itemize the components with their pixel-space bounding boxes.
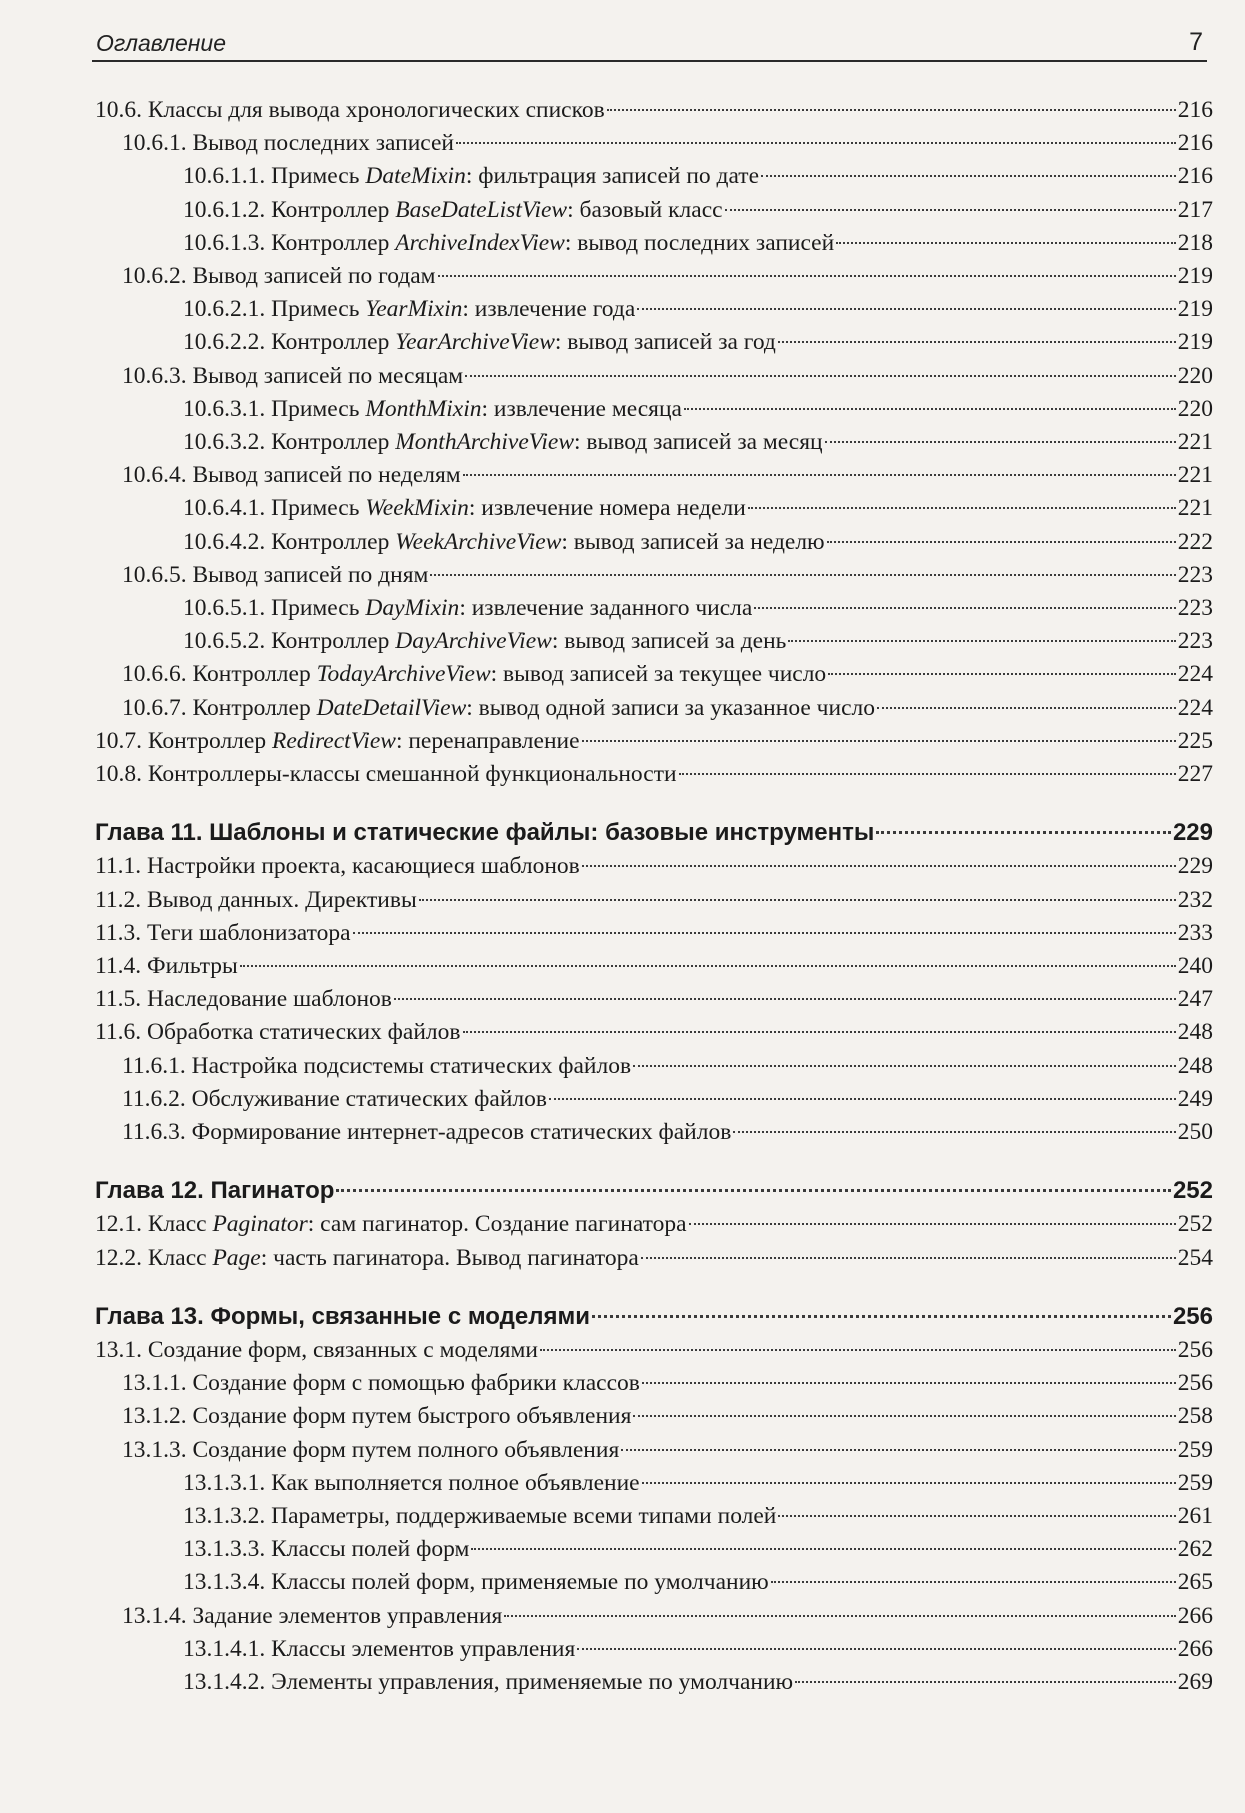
toc-entry-class-name: MonthMixin [365,396,482,422]
toc-chapter [95,1175,1213,1207]
toc-entry [122,127,1213,159]
toc-entry [122,559,1213,591]
toc-entry-title [122,1050,631,1082]
toc-entry-title [95,884,417,916]
toc-entry-text: 13.1.4. Задание элементов управления [122,1603,503,1629]
toc-entry [95,758,1213,790]
toc-page-number: 254 [1177,1245,1213,1271]
toc-entry-title [95,950,238,982]
toc-entry-class-name: YearArchiveView [395,329,555,355]
toc-entry-text-suffix: : вывод записей за день [551,628,787,654]
toc-entry-title [122,658,826,690]
running-title: Оглавление [96,30,226,56]
dot-leader [733,1131,1175,1133]
toc-page-number: 233 [1177,920,1213,946]
toc-entry-class-name: RedirectView [271,728,396,754]
toc-page-number: 265 [1177,1569,1213,1595]
toc-entry-title [122,1600,502,1632]
toc-entry [95,1016,1213,1048]
dot-leader [788,640,1175,642]
dot-leader [876,831,1171,834]
toc-page-number: 216 [1177,97,1213,123]
dot-leader [592,1315,1171,1318]
toc-entry-title [95,94,605,126]
toc-entry-title [183,227,834,259]
toc-entry-text-suffix: : базовый класс [567,197,723,223]
toc-entry-class-name: Paginator [212,1211,308,1237]
toc-entry-text: 13.1.3. Создание форм путем полного объявления [122,1437,620,1463]
toc-entry-text: 10.6.5.1. Примесь [183,595,366,621]
toc-page-number: 219 [1177,329,1213,355]
dot-leader [465,375,1176,377]
dot-leader [456,142,1176,144]
toc-entry-title [95,1334,538,1366]
toc-entry [183,194,1213,226]
toc-entry [183,1566,1213,1598]
toc-entry [95,725,1213,757]
toc-entry [95,850,1213,882]
toc-entry-title [122,459,461,491]
toc-page-number: 223 [1177,595,1213,621]
dot-leader [725,209,1176,211]
toc-entry [122,1400,1213,1432]
toc-page-number: 258 [1177,1403,1213,1429]
toc-entry-title [183,492,746,524]
toc-entry-class-name: WeekArchiveView [395,529,562,555]
toc-entry [183,592,1213,624]
toc-page-number: 229 [1172,819,1213,846]
toc-entry [95,884,1213,916]
page-number: 7 [1189,28,1203,56]
toc-entry [183,393,1213,425]
toc-entry-text: 10.6.5. Вывод записей по дням [122,562,429,588]
toc-entry-title [183,1566,769,1598]
toc-page-number: 225 [1177,728,1213,754]
toc-entry-title [183,160,759,192]
toc-entry-class-name: ArchiveIndexView [395,230,565,256]
toc-entry [183,326,1213,358]
dot-leader [642,1482,1176,1484]
toc-entry-title [183,592,752,624]
dot-leader [577,1648,1175,1650]
toc-entry [122,1367,1213,1399]
toc-entry-title [122,127,454,159]
toc-entry-text: 11.2. Вывод данных. Директивы [95,887,417,913]
toc-entry-text: 11.1. Настройки проекта, касающиеся шаблонов [95,853,580,879]
toc-entry-text: 11.6.1. Настройка подсистемы статических файлов [122,1053,632,1079]
toc-page-number: 259 [1177,1437,1213,1463]
toc-entry-title [95,1242,639,1274]
toc-entry-text: 10.6.2.1. Примесь [183,296,366,322]
toc-entry-class-name: DateMixin [365,163,466,189]
toc-entry-text: 11.4. Фильтры [95,953,238,979]
toc-page-number: 252 [1172,1177,1213,1204]
toc-page-number: 248 [1177,1053,1213,1079]
toc-page-number: 222 [1177,529,1213,555]
toc-page-number: 248 [1177,1019,1213,1045]
toc-entry-title [183,326,776,358]
toc-entry-text: 12.1. Класс [95,1211,213,1237]
toc-entry [95,983,1213,1015]
toc-page-number: 262 [1177,1536,1213,1562]
toc-entry-text: 10.6.3.1. Примесь [183,396,366,422]
toc-entry-title [183,1533,469,1565]
toc-entry [122,1050,1213,1082]
dot-leader [754,607,1175,609]
toc-entry-text: 10.6.1.1. Примесь [183,163,366,189]
toc-page-number: 232 [1177,887,1213,913]
toc-entry-text-suffix: : вывод записей за неделю [561,529,825,555]
toc-entry-text: 13.1.3.3. Классы полей форм [183,1536,470,1562]
toc-entry [183,1666,1213,1698]
toc-entry-title [95,850,580,882]
toc-entry-class-name: Page [212,1245,261,1271]
toc-chapter [95,817,1213,849]
toc-entry-text-suffix: : часть пагинатора. Вывод пагинатора [260,1245,639,1271]
toc-entry [122,260,1213,292]
toc-entry-title [183,1500,776,1532]
dot-leader [642,1382,1176,1384]
toc-entry-title [122,260,436,292]
toc-entry-text-suffix: : вывод записей за текущее число [490,661,827,687]
toc-page-number: 256 [1177,1337,1213,1363]
dot-leader [463,1031,1176,1033]
toc-page-number: 252 [1177,1211,1213,1237]
toc-page-number: 224 [1177,661,1213,687]
toc-entry-class-name: BaseDateListView [395,197,568,223]
toc-page-number: 256 [1172,1303,1213,1330]
toc-entry-text: 11.6.3. Формирование интернет-адресов статических файлов [122,1119,732,1145]
dot-leader [240,965,1176,967]
toc-entry-text-suffix: : извлечение номера недели [468,495,746,521]
toc-entry [122,1083,1213,1115]
toc-entry-text: Глава 11. Шаблоны и статические файлы: базовые инструменты [95,819,875,846]
toc-entry-text: 10.6.1.3. Контроллер [183,230,396,256]
toc-entry-title [122,1116,731,1148]
dot-leader [836,242,1176,244]
toc-entry-text: 10.6.4. Вывод записей по неделям [122,462,461,488]
toc-entry-text-suffix: : извлечение месяца [481,396,682,422]
toc-entry-class-name: WeekMixin [365,495,469,521]
toc-entry [183,1533,1213,1565]
toc-entry-title [95,725,580,757]
toc-entry-class-name: MonthArchiveView [395,429,575,455]
toc-entry-text: 13.1.3.1. Как выполняется полное объявление [183,1470,640,1496]
toc-entry [183,526,1213,558]
toc-page-number: 216 [1177,130,1213,156]
dot-leader [549,1098,1176,1100]
toc-page-number: 221 [1177,462,1213,488]
dot-leader [438,275,1176,277]
dot-leader [419,899,1176,901]
dot-leader [582,740,1176,742]
toc-page-number: 250 [1177,1119,1213,1145]
dot-leader [540,1349,1176,1351]
dot-leader [637,308,1176,310]
toc-page-number: 269 [1177,1669,1213,1695]
toc-entry-title [95,917,351,949]
toc-entry-class-name: TodayArchiveView [316,661,491,687]
dot-leader [336,1189,1171,1192]
toc-page-number: 220 [1177,396,1213,422]
toc-entry [95,1242,1213,1274]
toc-page-number: 256 [1177,1370,1213,1396]
dot-leader [471,1548,1175,1550]
toc-entry [183,227,1213,259]
toc-entry-class-name: YearMixin [365,296,463,322]
toc-page-number: 259 [1177,1470,1213,1496]
toc-page-number: 266 [1177,1603,1213,1629]
toc-entry-title [122,559,428,591]
toc-entry-text: 10.8. Контроллеры-классы смешанной функциональности [95,761,677,787]
toc-entry-title [183,1666,793,1698]
toc-entry [95,1334,1213,1366]
dot-leader [689,1223,1176,1225]
toc-entry-text-suffix: : вывод записей за месяц [574,429,823,455]
toc-entry-text: 13.1.4.1. Классы элементов управления [183,1636,576,1662]
toc-entry [122,692,1213,724]
toc-entry [122,459,1213,491]
toc-entry-text: 13.1.3.4. Классы полей форм, применяемые по умолчанию [183,1569,769,1595]
dot-leader [582,865,1176,867]
dot-leader [761,175,1176,177]
dot-leader [633,1065,1176,1067]
toc-entry [95,94,1213,126]
toc-entry-text: 10.6.6. Контроллер [122,661,317,687]
toc-entry [95,917,1213,949]
toc-page-number: 221 [1177,429,1213,455]
dot-leader [748,507,1176,509]
toc-entry [95,1208,1213,1240]
toc-entry-text-suffix: : вывод записей за год [554,329,776,355]
dot-leader [621,1449,1175,1451]
toc-entry [183,1633,1213,1665]
dot-leader [828,673,1176,675]
toc-entry-text: 13.1.1. Создание форм с помощью фабрики классов [122,1370,640,1396]
toc-page-number: 227 [1177,761,1213,787]
toc-page-number: 261 [1177,1503,1213,1529]
toc-page-number: 219 [1177,296,1213,322]
toc-entry-title [95,1301,590,1333]
toc-entry [122,1116,1213,1148]
toc-entry-text: Глава 13. Формы, связанные с моделями [95,1303,590,1330]
dot-leader [679,773,1176,775]
toc-page-number: 217 [1177,197,1213,223]
toc-entry-title [122,360,463,392]
dot-leader [778,341,1176,343]
toc-entry-title [122,1367,640,1399]
toc-entry-title [95,817,874,849]
toc-entry-title [183,625,786,657]
toc-entry [183,492,1213,524]
dot-leader [825,441,1176,443]
toc-entry [122,1434,1213,1466]
dot-leader [771,1581,1176,1583]
toc-page-number: 220 [1177,363,1213,389]
toc-entry [122,360,1213,392]
toc-entry-class-name: DayMixin [365,595,460,621]
toc-entry-title [122,1083,547,1115]
toc-entry-title [183,1633,575,1665]
toc-entry-title [183,1467,640,1499]
toc-page-number: 223 [1177,628,1213,654]
toc-entry-text: 10.6.1.2. Контроллер [183,197,396,223]
dot-leader [795,1681,1176,1683]
toc-entry [183,1500,1213,1532]
toc-entry [183,160,1213,192]
toc-entry [183,1467,1213,1499]
toc-entry-text: 10.6.4.2. Контроллер [183,529,396,555]
toc-page-number: 229 [1177,853,1213,879]
toc-entry-title [122,1400,631,1432]
toc-page-number: 266 [1177,1636,1213,1662]
toc-entry [183,426,1213,458]
toc-entry-title [95,758,677,790]
toc-entry-title [183,526,825,558]
toc-entry-class-name: DateDetailView [316,695,467,721]
toc-entry-title [122,692,875,724]
toc-entry-text: 10.6. Классы для вывода хронологических списков [95,97,605,123]
toc-entry-text: 11.3. Теги шаблонизатора [95,920,351,946]
toc-entry-title [95,983,392,1015]
dot-leader [353,932,1176,934]
toc-entry-title [183,293,635,325]
toc-entry-text-suffix: : извлечение года [462,296,636,322]
toc-entry-title [95,1175,334,1207]
toc-entry [95,950,1213,982]
toc-entry-title [95,1208,687,1240]
toc-entry-class-name: DayArchiveView [395,628,552,654]
toc-entry-text: 12.2. Класс [95,1245,213,1271]
toc-entry-text: 13.1. Создание форм, связанных с моделями [95,1337,538,1363]
toc-entry-text-suffix: : фильтрация записей по дате [465,163,760,189]
dot-leader [430,574,1175,576]
toc-entry-text: 10.6.2.2. Контроллер [183,329,396,355]
toc-entry [183,293,1213,325]
toc-entry-text: 10.6.3.2. Контроллер [183,429,396,455]
toc-entry-text: 10.7. Контроллер [95,728,272,754]
dot-leader [607,109,1176,111]
toc-page-number: 221 [1177,495,1213,521]
toc-entry-text: 13.1.3.2. Параметры, поддерживаемые всеми типами полей [183,1503,777,1529]
toc-entry-title [122,1434,619,1466]
toc-entry-text-suffix: : перенаправление [395,728,580,754]
toc-chapter [95,1301,1213,1333]
dot-leader [641,1257,1176,1259]
toc-entry-text: 10.6.7. Контроллер [122,695,317,721]
toc-page-number: 223 [1177,562,1213,588]
dot-leader [633,1415,1175,1417]
toc-entry [122,658,1213,690]
toc-entry-text: 13.1.2. Создание форм путем быстрого объявления [122,1403,632,1429]
toc-entry-text: 10.6.5.2. Контроллер [183,628,396,654]
toc-page-number: 219 [1177,263,1213,289]
toc-page-number: 249 [1177,1086,1213,1112]
dot-leader [504,1615,1175,1617]
toc-page-number: 224 [1177,695,1213,721]
toc-entry-text-suffix: : сам пагинатор. Создание пагинатора [307,1211,687,1237]
toc-entry-text: 10.6.1. Вывод последних записей [122,130,455,156]
dot-leader [463,474,1176,476]
toc-entry-title [183,194,723,226]
dot-leader [394,998,1176,1000]
toc-entry-text-suffix: : вывод последних записей [564,230,835,256]
dot-leader [877,707,1176,709]
dot-leader [778,1515,1175,1517]
toc-entry-text: 13.1.4.2. Элементы управления, применяемые по умолчанию [183,1669,794,1695]
toc-entry-text: 10.6.2. Вывод записей по годам [122,263,436,289]
toc-entry-text: 11.6.2. Обслуживание статических файлов [122,1086,547,1112]
toc-entry-text: 10.6.4.1. Примесь [183,495,366,521]
toc-entry [122,1600,1213,1632]
toc-page-number: 218 [1177,230,1213,256]
running-head [92,26,1207,62]
dot-leader [684,408,1176,410]
toc-entry [183,625,1213,657]
toc-page-number: 216 [1177,163,1213,189]
toc-entry-title [183,426,823,458]
toc-entry-text: 11.6. Обработка статических файлов [95,1019,461,1045]
toc-entry-text-suffix: : вывод одной записи за указанное число [466,695,875,721]
toc-entry-text-suffix: : извлечение заданного числа [459,595,753,621]
dot-leader [827,541,1176,543]
toc-page-number: 240 [1177,953,1213,979]
toc-entry-title [95,1016,461,1048]
toc-page-number: 247 [1177,986,1213,1012]
toc-entry-text: Глава 12. Пагинатор [95,1177,335,1204]
toc-entry-text: 10.6.3. Вывод записей по месяцам [122,363,464,389]
toc-entry-text: 11.5. Наследование шаблонов [95,986,392,1012]
toc-entry-title [183,393,682,425]
